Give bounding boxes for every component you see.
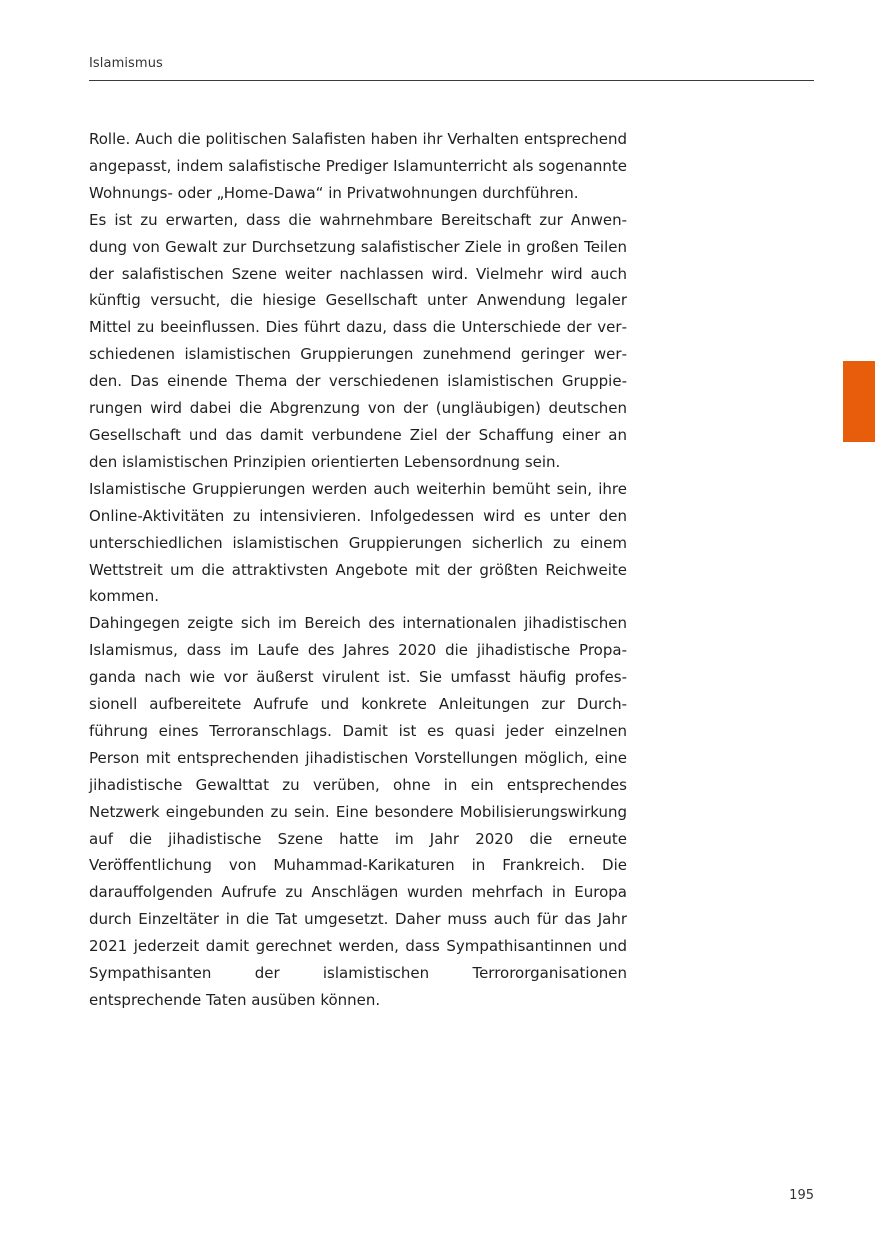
header-divider [89, 80, 814, 81]
body-text [89, 126, 627, 1014]
page-number: 195 [789, 1188, 814, 1203]
chapter-thumb-tab [843, 361, 875, 442]
paragraph-4: Dahingegen zeigte sich im Bereich des internationalen jihadistischen Islamismus, dass im Laufe des Jahres 2020 die jihadistische Propaganda nach wie vor äußerst virulent ist. Sie umfasst häufig professionell aufbereitete Aufrufe und konkrete Anleitungen zur Durchführung eines Terroranschlags. Damit ist es quasi jeder einzelnen Person mit entsprechenden jihadistischen Vorstellungen möglich, eine jihadistische Gewalttat zu verüben, ohne in ein entsprechendes Netzwerk eingebunden zu sein. Eine besondere Mobilisierungswirkung auf die jihadistische Szene hatte im Jahr 2020 die erneute Veröffentlichung von Muhammad-Karikaturen in Frankreich. Die darauffolgenden Aufrufe zu Anschlägen wurden mehrfach in Europa durch Einzeltäter in die Tat umgesetzt. Daher muss auch für das Jahr 2021 jederzeit damit gerechnet werden, dass Sympathisantinnen und Sympathisanten der islamistischen Terrororganisationen entsprechende Taten ausüben können. [89, 614, 627, 1009]
paragraph-3: Islamistische Gruppierungen werden auch weiterhin bemüht sein, ihre Online-Aktivitäten zu intensivieren. Infolgedessen wird es unter den unterschiedlichen islamistischen Gruppierungen sicherlich zu einem Wettstreit um die attraktivsten Angebote mit der größten Reichweite kommen. [89, 479, 627, 606]
paragraph-2: Es ist zu erwarten, dass die wahrnehmbare Bereitschaft zur Anwendung von Gewalt zur Durchsetzung salafistischer Ziele in großen Teilen der salafistischen Szene weiter nachlassen wird. Vielmehr wird auch künftig versucht, die hiesige Gesellschaft unter Anwendung legaler Mittel zu beeinflussen. Dies führt dazu, dass die Unterschiede der verschiedenen islamistischen Gruppierungen zunehmend geringer werden. Das einende Thema der verschiedenen islamistischen Gruppierungen wird dabei die Abgrenzung von der (ungläubigen) deutschen Gesellschaft und das damit verbundene Ziel der Schaffung einer an den islamistischen Prinzipien orientierten Lebensordnung sein. [89, 210, 627, 471]
running-header-title: Islamismus [89, 56, 163, 71]
paragraph-1: Rolle. Auch die politischen Salafisten haben ihr Verhalten entsprechend angepasst, indem salafistische Prediger Islamunterricht als sogenannte Wohnungs- oder „Home-Dawa“ in Privatwohnungen durchführen. [89, 130, 627, 202]
